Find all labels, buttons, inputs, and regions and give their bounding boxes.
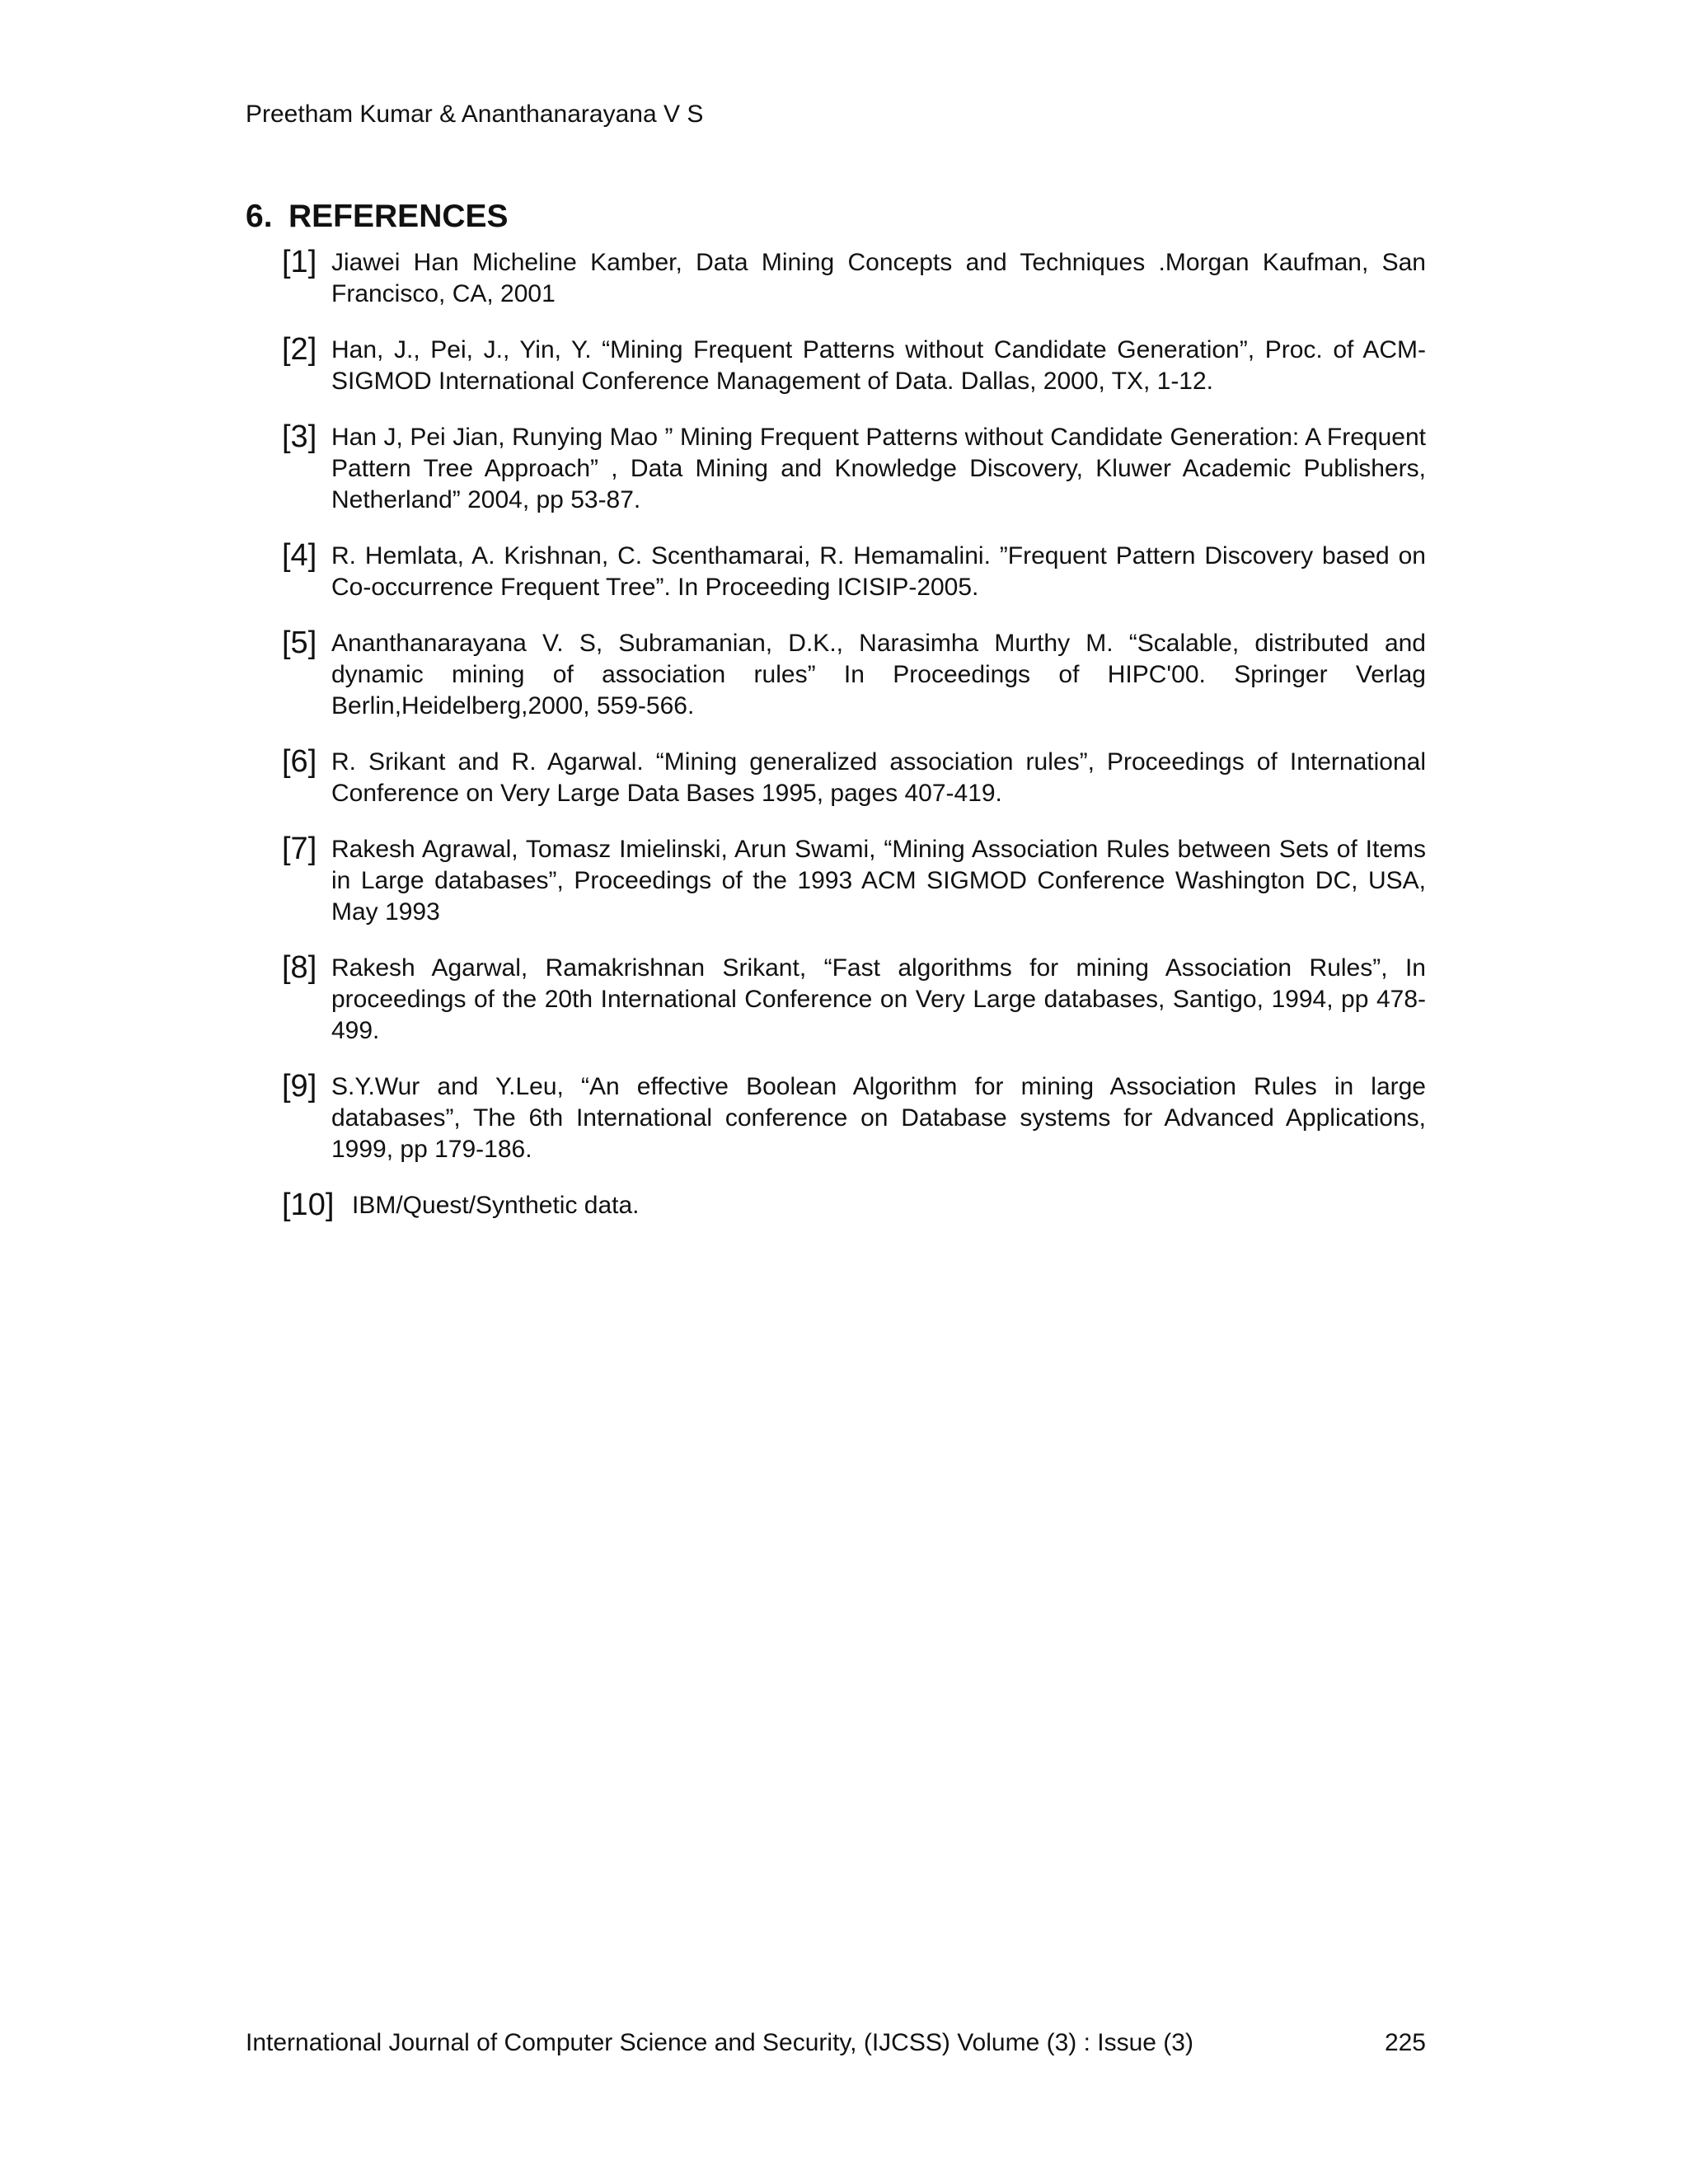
reference-item (282, 744, 1426, 809)
reference-text: Jiawei Han Micheline Kamber, Data Mining Concepts and Techniques .Morgan Kaufman, San Francisco, CA, 2001 (331, 249, 1426, 307)
reference-text: IBM/Quest/Synthetic data. (352, 1192, 640, 1219)
reference-item (282, 538, 1426, 603)
reference-item (282, 332, 1426, 397)
reference-marker: [3] (282, 419, 317, 454)
reference-marker: [2] (282, 332, 317, 367)
reference-marker: [1] (282, 245, 317, 279)
reference-text: R. Hemlata, A. Krishnan, C. Scenthamarai, R. Hemamalini. ”Frequent Pattern Discovery based on Co-occurrence Frequent Tree”. In Proceeding ICISIP-2005. (331, 542, 1426, 601)
reference-list (282, 247, 1426, 1246)
reference-text: Rakesh Agrawal, Tomasz Imielinski, Arun Swami, “Mining Association Rules between Sets of Items in Large databases”, Proceedings of the 1993 ACM SIGMOD Conference Washington DC, USA, May 1993 (331, 836, 1426, 926)
reference-marker: [4] (282, 538, 317, 573)
reference-text: Han J, Pei Jian, Runying Mao ” Mining Frequent Patterns without Candidate Generation: A Frequent Pattern Tree Approach” , Data Mining and Knowledge Discovery, Kluwer Academic Publishers, Netherland” 2004, pp 53-87. (331, 424, 1426, 513)
reference-item (282, 628, 1426, 722)
reference-item (282, 419, 1426, 516)
section-title: REFERENCES (288, 199, 509, 234)
reference-text: S.Y.Wur and Y.Leu, “An effective Boolean Algorithm for mining Association Rules in large databases”, The 6th International conference on Database systems for Advanced Applications, 1999, pp 179-186. (331, 1073, 1426, 1163)
section-heading (246, 198, 509, 236)
reference-item (282, 247, 1426, 310)
page-number: 225 (1384, 2029, 1426, 2056)
reference-text: Rakesh Agarwal, Ramakrishnan Srikant, “Fast algorithms for mining Association Rules”, In proceedings of the 20th International Conference on Very Large databases, Santigo, 1994, pp 478-499. (331, 954, 1426, 1044)
running-header: Preetham Kumar & Ananthanarayana V S (246, 101, 704, 128)
reference-text: Han, J., Pei, J., Yin, Y. “Mining Frequent Patterns without Candidate Generation”, Proc. of ACM-SIGMOD International Conference Management of Data. Dallas, 2000, TX, 1-12. (331, 336, 1426, 395)
reference-item (282, 1071, 1426, 1165)
reference-item (282, 834, 1426, 928)
reference-text: Ananthanarayana V. S, Subramanian, D.K., Narasimha Murthy M. “Scalable, distributed and dynamic mining of association rules” In Proceedings of HIPC'00. Springer Verlag Berlin,Heidelberg,2000, 559-566. (331, 630, 1426, 719)
reference-marker: [8] (282, 950, 317, 985)
journal-citation: International Journal of Computer Science and Security, (IJCSS) Volume (3) : Issue (3) (246, 2029, 1193, 2056)
reference-marker: [9] (282, 1069, 317, 1104)
reference-text: R. Srikant and R. Agarwal. “Mining generalized association rules”, Proceedings of International Conference on Very Large Data Bases 1995, pages 407-419. (331, 748, 1426, 807)
reference-marker: [10] (282, 1188, 335, 1222)
reference-marker: [6] (282, 744, 317, 779)
reference-item (282, 1190, 1426, 1221)
reference-marker: [5] (282, 626, 317, 660)
running-footer (246, 2027, 1426, 2059)
section-number: 6. (246, 199, 273, 234)
reference-marker: [7] (282, 832, 317, 866)
reference-item (282, 950, 1426, 1047)
